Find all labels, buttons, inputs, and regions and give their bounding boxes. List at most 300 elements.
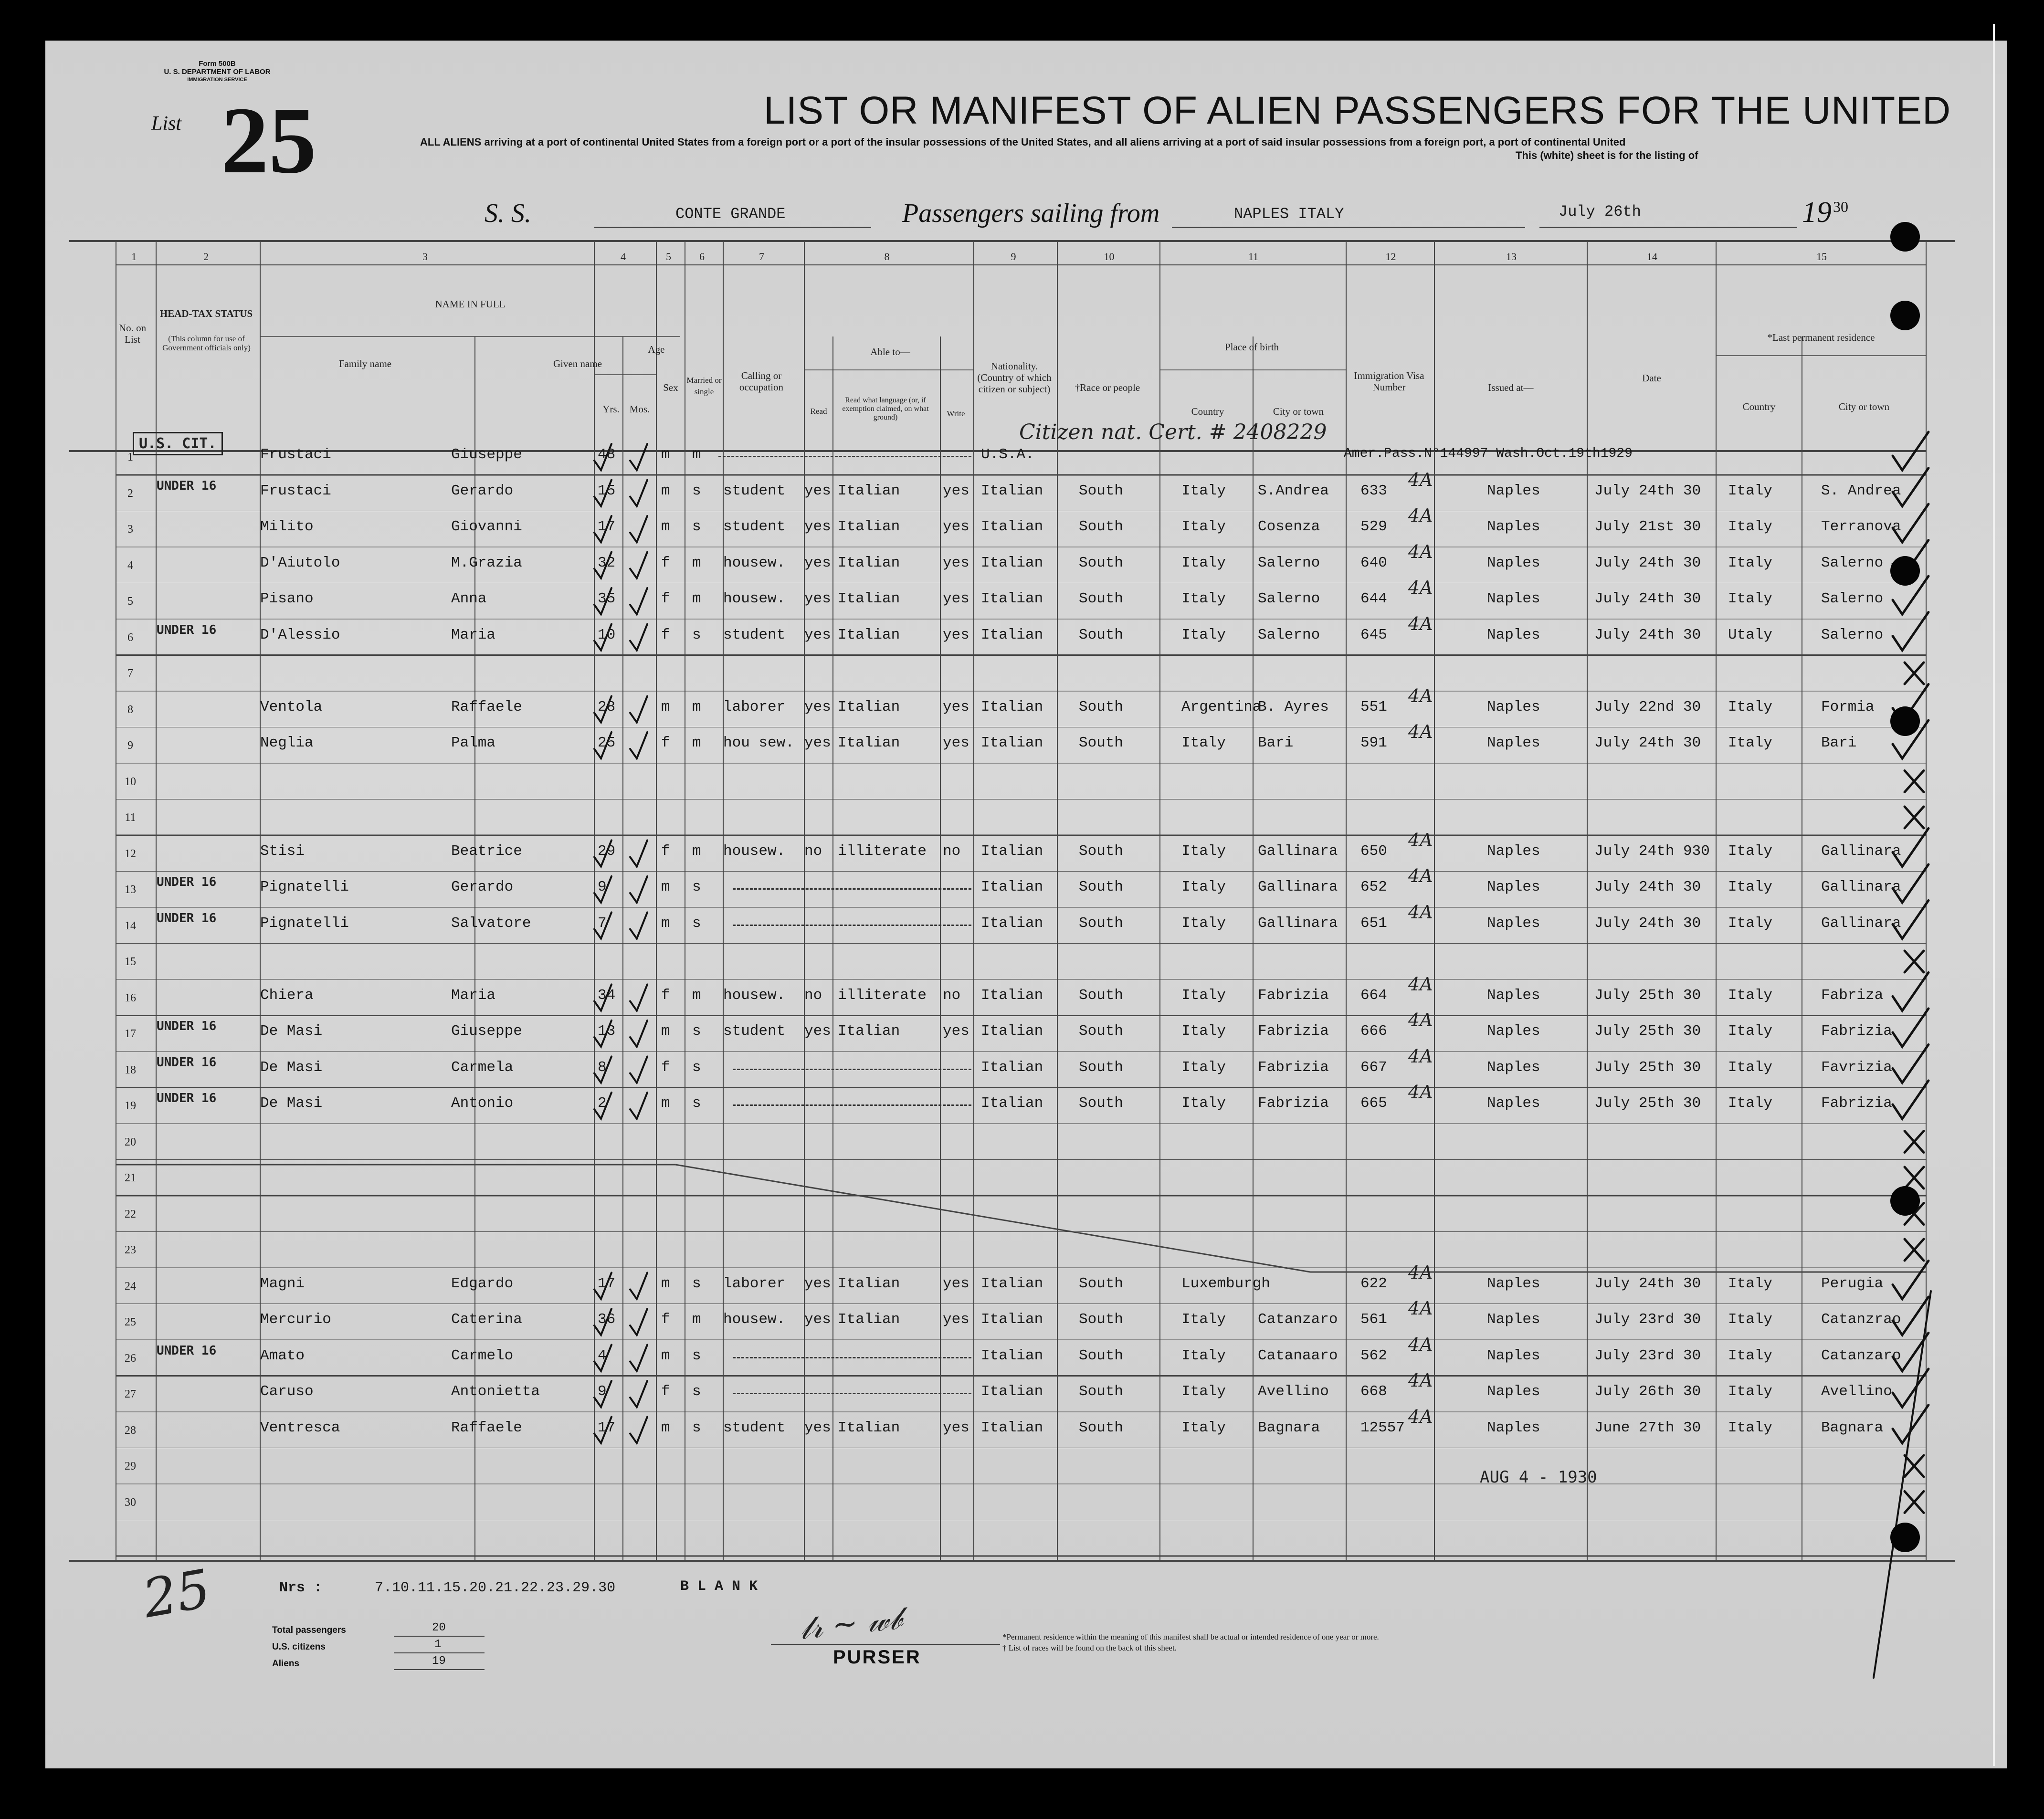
form-number: Form 500B [199, 60, 236, 68]
col-nationality: Nationality. (Country of which citizen or subject) [977, 360, 1052, 395]
given-name: Anna [451, 590, 487, 607]
issued-at: Naples [1487, 987, 1540, 1004]
can-read: yes [804, 590, 831, 607]
residence-country: Utaly [1728, 626, 1773, 643]
col-visa: Immigration Visa Number [1354, 370, 1424, 393]
visa-date: July 23rd 30 [1594, 1311, 1701, 1328]
given-name: Antonio [451, 1095, 514, 1112]
age-years: 10 [598, 626, 616, 643]
marital-status: m [692, 987, 701, 1004]
family-name: Amato [260, 1347, 305, 1364]
birth-country: Italy [1181, 879, 1226, 895]
given-name: Raffaele [451, 698, 522, 715]
visa-code-note: 4A [1408, 541, 1433, 562]
residence-city: Perugia [1821, 1275, 1884, 1292]
visa-number: 666 [1360, 1023, 1387, 1040]
residence-country: Italy [1728, 842, 1773, 860]
column-number: 8 [884, 251, 890, 263]
visa-code-note: 4A [1408, 685, 1433, 706]
visa-number: 562 [1360, 1347, 1387, 1364]
birth-city: B. Ayres [1258, 698, 1329, 715]
family-name: De Masi [260, 1059, 323, 1076]
row-number: 30 [125, 1496, 136, 1509]
age-years: 17 [598, 1419, 616, 1436]
nationality: Italian [981, 626, 1043, 643]
read-language: Italian [838, 590, 900, 607]
marital-status: s [692, 915, 701, 932]
visa-date: July 24th 30 [1594, 482, 1701, 499]
manifest-title: LIST OR MANIFEST OF ALIEN PASSENGERS FOR THE UNITED [764, 89, 1951, 132]
age-years: 13 [598, 1023, 616, 1040]
blank-nrs-values: 7.10.11.15.20.21.22.23.29.30 [375, 1580, 616, 1596]
can-write: yes [943, 482, 969, 499]
can-read: yes [804, 518, 831, 535]
total-passengers: 20 [432, 1621, 446, 1634]
issued-at: Naples [1487, 735, 1540, 751]
occupation: student [723, 1023, 786, 1040]
age-years: 29 [598, 842, 616, 860]
family-name: Frustaci [260, 446, 331, 463]
family-name: Pignatelli [260, 879, 349, 895]
margin-list-number: 25 [138, 1557, 215, 1630]
residence-country: Italy [1728, 1419, 1773, 1436]
sex: f [661, 590, 670, 607]
visa-date: July 25th 30 [1594, 1023, 1701, 1040]
family-name: Frustaci [260, 482, 331, 499]
list-number: 25 [221, 88, 316, 193]
visa-number: 651 [1360, 915, 1387, 932]
col-family-name: Family name [338, 358, 392, 369]
read-language: Italian [838, 735, 900, 751]
can-write: no [943, 842, 961, 860]
can-read: no [804, 842, 822, 860]
binder-hole [1890, 556, 1920, 586]
residence-country: Italy [1728, 1383, 1773, 1400]
row-number: 8 [127, 703, 133, 716]
can-write: yes [943, 1023, 969, 1040]
row-number: 13 [125, 883, 136, 896]
us-citizen-stamp: U.S. CIT. [133, 432, 223, 455]
can-write: yes [943, 1311, 969, 1328]
read-language: Italian [838, 482, 900, 499]
issued-at: Naples [1487, 554, 1540, 571]
race: South [1079, 518, 1124, 535]
birth-country: Italy [1181, 626, 1226, 643]
residence-city: Catanzaro [1821, 1347, 1901, 1364]
col-race: †Race or people [1075, 382, 1140, 393]
family-name: Stisi [260, 842, 305, 860]
col-headtax-note: (This column for use of Government officials only) [162, 334, 251, 352]
race: South [1079, 1383, 1124, 1400]
marital-status: s [692, 1095, 701, 1112]
marital-status: s [692, 1059, 701, 1076]
given-name: Maria [451, 987, 496, 1004]
binder-hole [1890, 301, 1920, 330]
column-number: 13 [1506, 251, 1517, 263]
year-suffix: 30 [1833, 198, 1848, 215]
manifest-subtitle-2: This (white) sheet is for the listing of [1516, 149, 1698, 161]
birth-city: Salerno [1258, 554, 1320, 571]
residence-country: Italy [1728, 1059, 1773, 1076]
residence-city: Salerno [1821, 590, 1884, 607]
issued-at: Naples [1487, 842, 1540, 860]
nationality: Italian [981, 987, 1043, 1004]
col-age: Age [648, 344, 665, 355]
purser-label: PURSER [833, 1647, 921, 1668]
visa-code-note: 4A [1408, 1262, 1433, 1283]
visa-number: 12557 [1360, 1419, 1405, 1436]
total-passengers-label: Total passengers [272, 1625, 346, 1635]
col-headtax: HEAD-TAX STATUS [159, 308, 253, 319]
row-number: 21 [125, 1172, 136, 1184]
dash-line [733, 925, 971, 926]
residence-city: Favrizia [1821, 1059, 1892, 1076]
purser-signature: 𝓁𝓇 ~ 𝓌𝒷 [798, 1601, 904, 1647]
visa-code-note: 4A [1408, 829, 1433, 851]
family-name: Neglia [260, 735, 314, 751]
residence-city: Salerno [1821, 554, 1884, 571]
sex: m [661, 915, 670, 932]
sailing-label: Passengers sailing from [902, 199, 1160, 228]
visa-code-note: 4A [1408, 1009, 1433, 1030]
manifest-page [45, 41, 2007, 1768]
col-married: Married or single [686, 376, 722, 396]
occupation: student [723, 518, 786, 535]
purser-line [771, 1644, 1000, 1645]
birth-city: Fabrizia [1258, 1059, 1329, 1076]
nationality: Italian [981, 482, 1043, 499]
birth-country: Italy [1181, 1059, 1226, 1076]
birth-country: Italy [1181, 1311, 1226, 1328]
sex: f [661, 987, 670, 1004]
family-name: D'Aiutolo [260, 554, 340, 571]
issued-at: Naples [1487, 1311, 1540, 1328]
residence-country: Italy [1728, 1347, 1773, 1364]
race: South [1079, 842, 1124, 860]
family-name: Mercurio [260, 1311, 331, 1328]
birth-city: Gallinara [1258, 879, 1338, 895]
visa-date: July 24th 30 [1594, 590, 1701, 607]
col-place-birth: Place of birth [1224, 341, 1279, 353]
given-name: Giuseppe [451, 446, 522, 463]
departure-port: NAPLES ITALY [1234, 205, 1344, 223]
nationality: Italian [981, 590, 1043, 607]
sex: m [661, 518, 670, 535]
given-name: Carmelo [451, 1347, 514, 1364]
marital-status: m [692, 698, 701, 715]
nationality: Italian [981, 1311, 1043, 1328]
column-number: 12 [1385, 251, 1396, 263]
residence-country: Italy [1728, 1275, 1773, 1292]
marital-status: s [692, 626, 701, 643]
birth-country: Italy [1181, 915, 1226, 932]
col-yrs: Yrs. [602, 403, 620, 415]
sex: m [661, 1023, 670, 1040]
col-given-name: Given name [553, 358, 602, 369]
row-number: 24 [125, 1280, 136, 1293]
binder-hole [1890, 222, 1920, 252]
birth-city: Salerno [1258, 626, 1320, 643]
age-years: 9 [598, 879, 607, 895]
col-birth-city: City or town [1273, 406, 1324, 417]
race: South [1079, 1095, 1124, 1112]
birth-city: Fabrizia [1258, 1095, 1329, 1112]
birth-city: Salerno [1258, 590, 1320, 607]
can-write: yes [943, 554, 969, 571]
row-number: 5 [127, 595, 133, 608]
nationality: Italian [981, 698, 1043, 715]
visa-code-note: 4A [1408, 1370, 1433, 1391]
residence-country: Italy [1728, 987, 1773, 1004]
ship-name: CONTE GRANDE [675, 205, 786, 223]
given-name: Gerardo [451, 482, 514, 499]
column-number: 1 [131, 251, 137, 263]
visa-number: 633 [1360, 482, 1387, 499]
can-read: yes [804, 735, 831, 751]
col-write: Write [947, 409, 965, 418]
nationality: Italian [981, 1059, 1043, 1076]
nationality: Italian [981, 1275, 1043, 1292]
visa-date: July 24th 930 [1594, 842, 1710, 860]
row-number: 1 [127, 451, 133, 463]
age-years: 8 [598, 1059, 607, 1076]
dash-line [733, 1069, 971, 1070]
birth-country: Italy [1181, 590, 1226, 607]
visa-number: 667 [1360, 1059, 1387, 1076]
footnote-races: † List of races will be found on the back of this sheet. [1002, 1643, 1177, 1652]
col-issued: Issued at— [1488, 382, 1534, 393]
departure-date: July 26th [1559, 203, 1641, 221]
sex: f [661, 1311, 670, 1328]
residence-city: Gallinara [1821, 879, 1901, 895]
birth-country: Italy [1181, 1419, 1226, 1436]
row-number: 3 [127, 523, 133, 536]
binder-hole [1890, 706, 1920, 736]
race: South [1079, 1419, 1124, 1436]
visa-number: 640 [1360, 554, 1387, 571]
issued-at: Naples [1487, 1095, 1540, 1112]
marital-status: s [692, 1275, 701, 1292]
row-number: 10 [125, 775, 136, 788]
col-birth-country: Country [1191, 406, 1224, 417]
residence-city: Salerno [1821, 626, 1884, 643]
can-read: yes [804, 1275, 831, 1292]
can-write: yes [943, 590, 969, 607]
race: South [1079, 735, 1124, 751]
race: South [1079, 590, 1124, 607]
can-write: yes [943, 698, 969, 715]
residence-city: Fabriza [1821, 987, 1884, 1004]
given-name: M.Grazia [451, 554, 522, 571]
can-read: yes [804, 698, 831, 715]
race: South [1079, 626, 1124, 643]
us-citizens-count: 1 [434, 1638, 442, 1651]
nationality: Italian [981, 1023, 1043, 1040]
col-mos: Mos. [629, 403, 650, 415]
visa-number: 622 [1360, 1275, 1387, 1292]
given-name: Caterina [451, 1311, 522, 1328]
marital-status: m [692, 842, 701, 860]
marital-status: s [692, 879, 701, 895]
visa-number: 644 [1360, 590, 1387, 607]
occupation: laborer [723, 1275, 786, 1292]
aliens-label: Aliens [272, 1659, 300, 1669]
col-last-res: *Last permanent residence [1767, 332, 1875, 343]
age-years: 4 [598, 1347, 607, 1364]
row-number: 26 [125, 1352, 136, 1365]
visa-code-note: 4A [1408, 505, 1433, 526]
column-number: 3 [422, 251, 428, 263]
headtax-status: UNDER 16 [157, 911, 217, 925]
race: South [1079, 915, 1124, 932]
residence-city: Catanzrao [1821, 1311, 1901, 1328]
row-number: 18 [125, 1063, 136, 1076]
blank-nrs-label: Nrs : [279, 1580, 323, 1596]
visa-date: July 26th 30 [1594, 1383, 1701, 1400]
race: South [1079, 554, 1124, 571]
age-years: 36 [598, 1311, 616, 1328]
list-label: List [151, 113, 182, 135]
nationality: Italian [981, 518, 1043, 535]
residence-city: S. Andrea [1821, 482, 1901, 499]
headtax-status: UNDER 16 [157, 1055, 217, 1070]
race: South [1079, 987, 1124, 1004]
nationality: Italian [981, 1095, 1043, 1112]
visa-code-note: 4A [1408, 1334, 1433, 1355]
row-number: 6 [127, 631, 133, 644]
nationality: Italian [981, 735, 1043, 751]
residence-city: Avellino [1821, 1383, 1892, 1400]
given-name: Edgardo [451, 1275, 514, 1292]
us-citizens-label: U.S. citizens [272, 1642, 326, 1652]
can-write: yes [943, 626, 969, 643]
nationality: Italian [981, 915, 1043, 932]
marital-status: s [692, 518, 701, 535]
birth-country: Italy [1181, 735, 1226, 751]
race: South [1079, 482, 1124, 499]
occupation: housew. [723, 590, 786, 607]
issued-at: Naples [1487, 626, 1540, 643]
totals-line-3 [394, 1669, 485, 1670]
occupation: student [723, 626, 786, 643]
birth-city: S.Andrea [1258, 482, 1329, 499]
sex: m [661, 446, 670, 463]
issued-at: Naples [1487, 590, 1540, 607]
birth-country: Italy [1181, 987, 1226, 1004]
department: U. S. DEPARTMENT OF LABOR [164, 68, 271, 76]
age-years: 17 [598, 1275, 616, 1292]
birth-city: Cosenza [1258, 518, 1320, 535]
col-no-on-list: No. on List [118, 322, 147, 345]
birth-city: Catanaaro [1258, 1347, 1338, 1364]
headtax-status: UNDER 16 [157, 1343, 217, 1358]
year-prefix: 19 [1802, 196, 1832, 229]
age-years: 28 [598, 698, 616, 715]
can-write: yes [943, 518, 969, 535]
occupation: housew. [723, 987, 786, 1004]
marital-status: m [692, 590, 701, 607]
race: South [1079, 1023, 1124, 1040]
totals-line-1 [394, 1636, 485, 1637]
birth-country: Italy [1181, 1383, 1226, 1400]
birth-city: Gallinara [1258, 915, 1338, 932]
blank-label: B L A N K [680, 1578, 758, 1595]
col-read: Read [810, 407, 827, 416]
birth-country: Italy [1181, 1023, 1226, 1040]
family-name: Magni [260, 1275, 305, 1292]
inspection-date-stamp: AUG 4 - 1930 [1480, 1468, 1597, 1487]
visa-number: 650 [1360, 842, 1387, 860]
birth-country: Italy [1181, 1347, 1226, 1364]
issued-at: Naples [1487, 1023, 1540, 1040]
birth-country: Argentina [1181, 698, 1262, 715]
binder-hole [1890, 1186, 1920, 1216]
visa-number: 645 [1360, 626, 1387, 643]
issued-at: Naples [1487, 698, 1540, 715]
col-able-to: Able to— [870, 346, 910, 357]
citizen-cert-note: Citizen nat. Cert. # 2408229 [1019, 420, 1327, 444]
given-name: Antonietta [451, 1383, 540, 1400]
marital-status: m [692, 735, 701, 751]
marital-status: m [692, 446, 701, 463]
column-number: 14 [1647, 251, 1657, 263]
residence-city: Fabrizia [1821, 1023, 1892, 1040]
age-years: 35 [598, 590, 616, 607]
nationality: Italian [981, 879, 1043, 895]
family-name: Pignatelli [260, 915, 349, 932]
row-number: 25 [125, 1316, 136, 1328]
read-language: Italian [838, 518, 900, 535]
family-name: Ventresca [260, 1419, 340, 1436]
manifest-subtitle: ALL ALIENS arriving at a port of continental United States from a foreign port or a port of the insular possessions of the United States, and all aliens arriving at a port of said insular possessions from a foreign port, a port of continental United [420, 136, 1626, 148]
birth-city: Bari [1258, 735, 1294, 751]
issued-at: Naples [1487, 518, 1540, 535]
marital-status: s [692, 1419, 701, 1436]
age-years: 17 [598, 518, 616, 535]
column-number: 15 [1816, 251, 1827, 263]
nationality: Italian [981, 1383, 1043, 1400]
read-language: Italian [838, 698, 900, 715]
occupation: housew. [723, 842, 786, 860]
birth-city: Gallinara [1258, 842, 1338, 860]
issued-at: Naples [1487, 482, 1540, 499]
sex: m [661, 482, 670, 499]
row-number: 27 [125, 1388, 136, 1400]
totals-line-2 [394, 1652, 485, 1653]
dash-line [718, 456, 971, 457]
age-years: 32 [598, 554, 616, 571]
can-read: yes [804, 1419, 831, 1436]
visa-code-note: 4A [1408, 469, 1433, 490]
given-name: Raffaele [451, 1419, 522, 1436]
row-number: 17 [125, 1028, 136, 1040]
headtax-status: UNDER 16 [157, 478, 217, 493]
row-number: 28 [125, 1424, 136, 1437]
sex: f [661, 554, 670, 571]
can-read: no [804, 987, 822, 1004]
given-name: Gerardo [451, 879, 514, 895]
birth-city: Fabrizia [1258, 987, 1329, 1004]
sex: m [661, 1275, 670, 1292]
birth-city: Avellino [1258, 1383, 1329, 1400]
residence-city: Bagnara [1821, 1419, 1884, 1436]
residence-country: Italy [1728, 915, 1773, 932]
row-number: 29 [125, 1460, 136, 1472]
residence-city: Bari [1821, 735, 1857, 751]
marital-status: m [692, 1311, 701, 1328]
visa-date: July 25th 30 [1594, 1059, 1701, 1076]
race: South [1079, 879, 1124, 895]
